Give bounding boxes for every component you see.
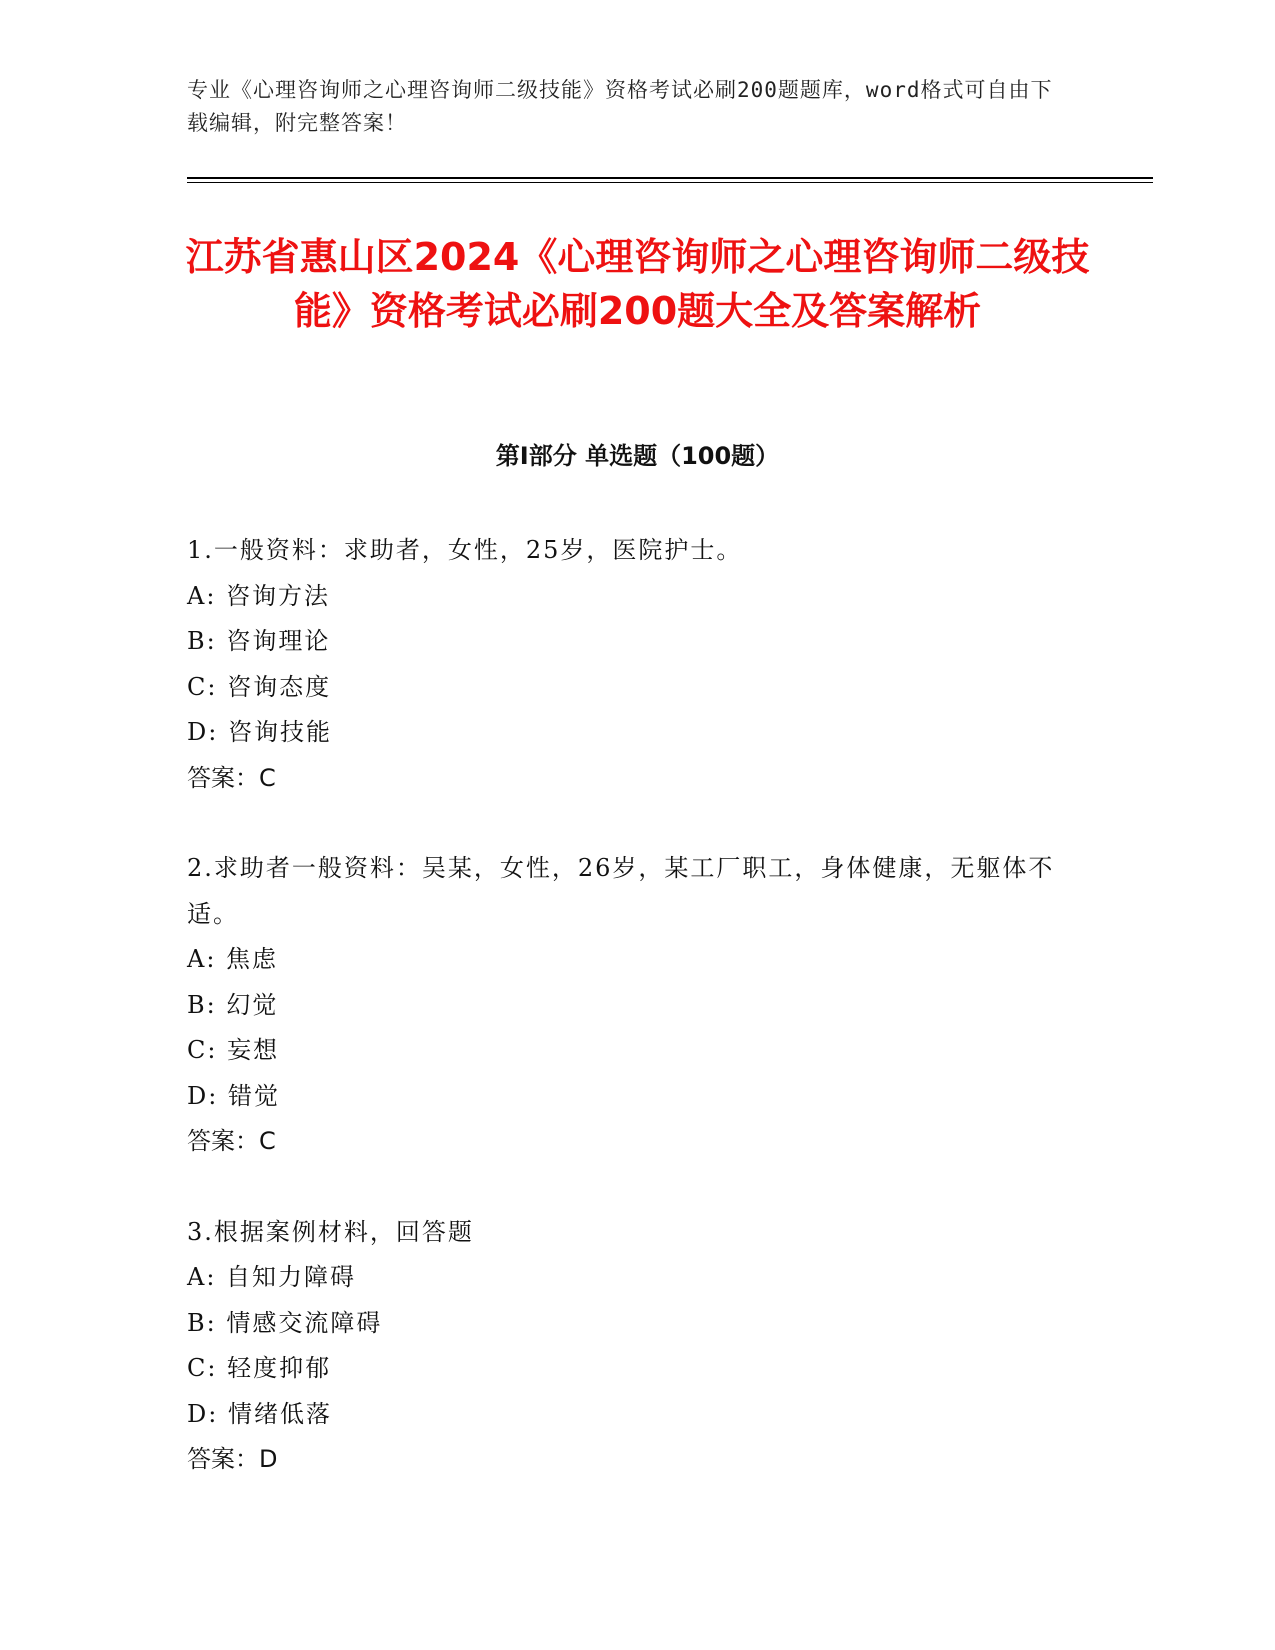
option-b: B: 情感交流障碍 bbox=[187, 1308, 383, 1337]
option-a: A: 咨询方法 bbox=[187, 581, 331, 610]
option-c: C: 轻度抑郁 bbox=[187, 1354, 332, 1382]
section-title: 第Ⅰ部分 单选题（100题） bbox=[495, 442, 780, 470]
header-rule-thin bbox=[187, 182, 1153, 183]
question-stem: 3.根据案例材料，回答题 bbox=[187, 1217, 474, 1246]
option-b: B: 幻觉 bbox=[187, 990, 279, 1019]
answer: 答案：C bbox=[187, 763, 276, 792]
question-list bbox=[187, 528, 1067, 1528]
answer: 答案：C bbox=[187, 1127, 276, 1155]
question-2 bbox=[187, 846, 1067, 1165]
option-b: B: 咨询理论 bbox=[187, 627, 331, 655]
option-a: A: 自知力障碍 bbox=[187, 1263, 357, 1291]
option-d: D: 情绪低落 bbox=[187, 1399, 332, 1428]
option-c: C: 咨询态度 bbox=[187, 672, 332, 701]
answer: 答案：D bbox=[187, 1445, 278, 1473]
option-d: D: 错觉 bbox=[187, 1081, 280, 1110]
option-d: D: 咨询技能 bbox=[187, 718, 332, 746]
question-stem: 1.一般资料：求助者，女性，25岁，医院护士。 bbox=[187, 536, 743, 564]
document-title: 江苏省惠山区2024《心理咨询师之心理咨询师二级技能》资格考试必刷200题大全及答案解析 bbox=[185, 235, 1090, 333]
question-3 bbox=[187, 1210, 1067, 1483]
header-note: 专业《心理咨询师之心理咨询师二级技能》资格考试必刷200题题库，word格式可自由下载编辑，附完整答案！ bbox=[187, 78, 1053, 135]
option-c: C: 妄想 bbox=[187, 1036, 280, 1064]
question-stem: 2.求助者一般资料：吴某，女性，26岁，某工厂职工，身体健康，无躯体不适。 bbox=[187, 854, 1055, 928]
option-a: A: 焦虑 bbox=[187, 945, 279, 973]
header-rule-thick bbox=[187, 177, 1153, 179]
question-1 bbox=[187, 528, 1067, 801]
